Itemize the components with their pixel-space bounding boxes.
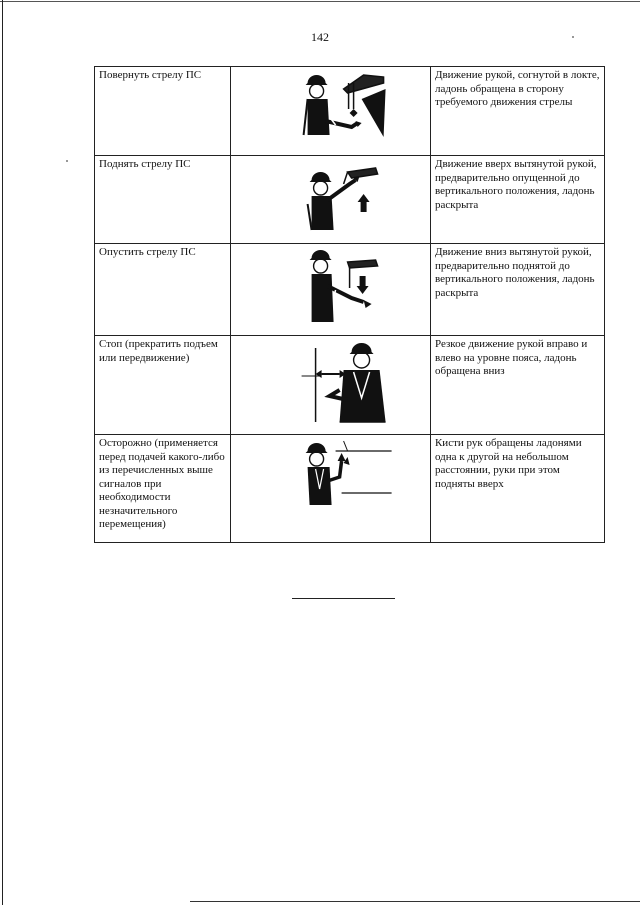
signal-name: Повернуть стрелу ПС (95, 67, 231, 156)
crane-caution-signal-icon (235, 437, 426, 540)
signal-name: Поднять стрелу ПС (95, 156, 231, 244)
signal-illustration-cell (230, 244, 430, 336)
signal-description: Резкое движение рукой вправо и влево на уровне пояса, ладонь обращена вниз (430, 336, 604, 435)
scan-frame-top (0, 1, 640, 2)
table-row (95, 336, 605, 435)
signal-description: Движение рукой, согнутой в локте, ладонь обращена в сторону требуемого движения стрелы (430, 67, 604, 156)
signal-description: Движение вниз вытянутой рукой, предварительно поднятой до вертикального положения, ладонь раскрыта (430, 244, 604, 336)
signal-illustration-cell (230, 336, 430, 435)
signal-illustration-cell (230, 156, 430, 244)
crane-raise-boom-signal-icon (235, 158, 426, 241)
table-row (95, 244, 605, 336)
scan-frame-left (2, 0, 3, 905)
page-number: 142 (311, 30, 329, 44)
signal-description: Движение вверх вытянутой рукой, предварительно опущенной до вертикального положения, ладонь раскрыта (430, 156, 604, 244)
signal-illustration-cell (230, 435, 430, 543)
table-row (95, 435, 605, 543)
signal-name: Осторожно (применяется перед подачей какого-либо из перечисленных выше сигналов при необходимости незначительного перемещения) (95, 435, 231, 543)
crane-stop-signal-icon (235, 338, 426, 432)
scan-speck (66, 160, 68, 162)
signal-illustration-cell (230, 67, 430, 156)
crane-signals-table (94, 66, 605, 543)
table-row (95, 67, 605, 156)
crane-lower-boom-signal-icon (235, 246, 426, 333)
scan-frame-bottom (190, 901, 640, 902)
signal-description: Кисти рук обращены ладонями одна к другой на небольшом расстоянии, руки при этом подняты вверх (430, 435, 604, 543)
signal-name: Опустить стрелу ПС (95, 244, 231, 336)
signal-name: Стоп (прекратить подъем или передвижение) (95, 336, 231, 435)
table-row (95, 156, 605, 244)
crane-turn-boom-signal-icon (235, 69, 426, 153)
footnote-separator (292, 598, 395, 599)
